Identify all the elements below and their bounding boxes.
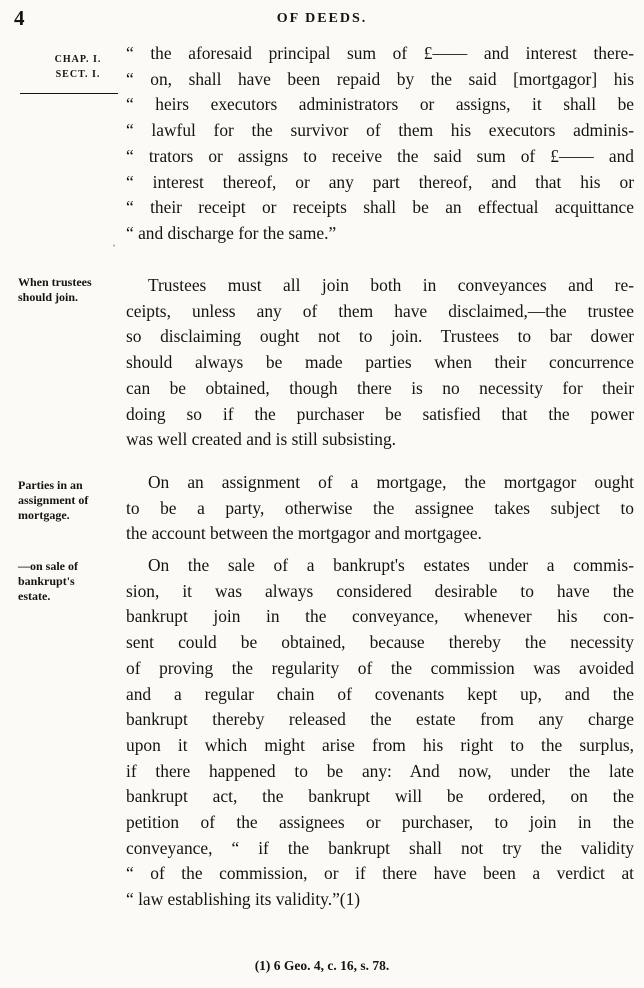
text-line: “ their receipt or receipts shall be an effectual acquittance [126, 197, 634, 218]
margin-note-trustees [18, 275, 124, 305]
text-line: petition of the assignees or purchaser, to join in the [126, 812, 634, 833]
text-line: the account between the mortgagor and mortgagee. [126, 523, 482, 544]
running-title: OF DEEDS. [276, 11, 368, 26]
text-line: Trustees must all join both in conveyances and re- [148, 275, 634, 295]
text-line: “ interest thereof, or any part thereof, and that his or [126, 171, 634, 192]
margin-note-line: mortgage. [18, 508, 70, 522]
section-label: SECT. I. [55, 69, 101, 80]
margin-note-bankrupt [18, 559, 124, 604]
text-line: so disclaiming ought not to join. Trustees to bar dower [126, 326, 634, 347]
quoted-clause [126, 41, 634, 247]
text-line: should always be made parties when their concurrence [126, 352, 634, 373]
paragraph-bankrupt [126, 553, 634, 913]
text-line: bankrupt act, the bankrupt will be ordered, on the [126, 786, 634, 807]
page-number: 4 [14, 6, 25, 30]
margin-note-line: should join. [18, 290, 79, 304]
text-line: “ the aforesaid principal sum of £—— and interest there- [126, 43, 634, 63]
text-line: doing so if the purchaser be satisfied that the power [126, 403, 634, 424]
text-line: “ lawful for the survivor of them his executors adminis- [126, 120, 634, 141]
text-line: was well created and is still subsisting. [126, 429, 396, 450]
text-line: On an assignment of a mortgage, the mortgagor ought [148, 472, 634, 492]
footnote: (1) 6 Geo. 4, c. 16, s. 78. [254, 958, 390, 973]
margin-note-line: estate. [18, 589, 51, 603]
chapter-section-label [38, 52, 118, 82]
text-line: bankrupt thereby released the estate from any charge [126, 709, 634, 730]
margin-tick: ˈ [112, 242, 116, 256]
margin-note-line: Parties in an [18, 478, 83, 492]
margin-note-line: —on sale of [18, 559, 78, 573]
text-line: “ law establishing its validity.”(1) [126, 889, 361, 910]
text-line: “ and discharge for the same.” [126, 222, 337, 243]
paragraph-assignment [126, 470, 634, 547]
text-line: sent could be obtained, because thereby the necessity [126, 632, 634, 653]
margin-note-line: assignment of [18, 493, 89, 507]
text-line: bankrupt join in the conveyance, whenever his con- [126, 606, 634, 627]
text-line: On the sale of a bankrupt's estates under a commis- [148, 555, 634, 575]
text-line: upon it which might arise from his right to the surplus, [126, 734, 634, 755]
text-line: “ of the commission, or if there have been a verdict at [126, 863, 634, 884]
text-line: can be obtained, though there is no necessity for their [126, 377, 634, 398]
text-line: if there happened to be any: And now, under the late [126, 760, 634, 781]
margin-note-line: When trustees [18, 275, 92, 289]
text-line: “ on, shall have been repaid by the said [mortgagor] his [126, 68, 634, 89]
text-line: to be a party, otherwise the assignee takes subject to [126, 497, 634, 518]
chapter-rule [20, 93, 118, 94]
margin-note-line: bankrupt's [18, 574, 75, 588]
text-line: conveyance, “ if the bankrupt shall not try the validity [126, 837, 634, 858]
text-line: of proving the regularity of the commission was avoided [126, 657, 634, 678]
text-line: “ trators or assigns to receive the said sum of £—— and [126, 145, 634, 166]
chapter-label: CHAP. I. [54, 54, 102, 65]
text-line: sion, it was always considered desirable to have the [126, 580, 634, 601]
text-line: and a regular chain of covenants kept up, and the [126, 683, 634, 704]
text-line: ceipts, unless any of them have disclaimed,—the trustee [126, 300, 634, 321]
text-line: “ heirs executors administrators or assigns, it shall be [126, 94, 634, 115]
margin-note-assignment [18, 478, 124, 523]
paragraph-trustees [126, 273, 634, 453]
